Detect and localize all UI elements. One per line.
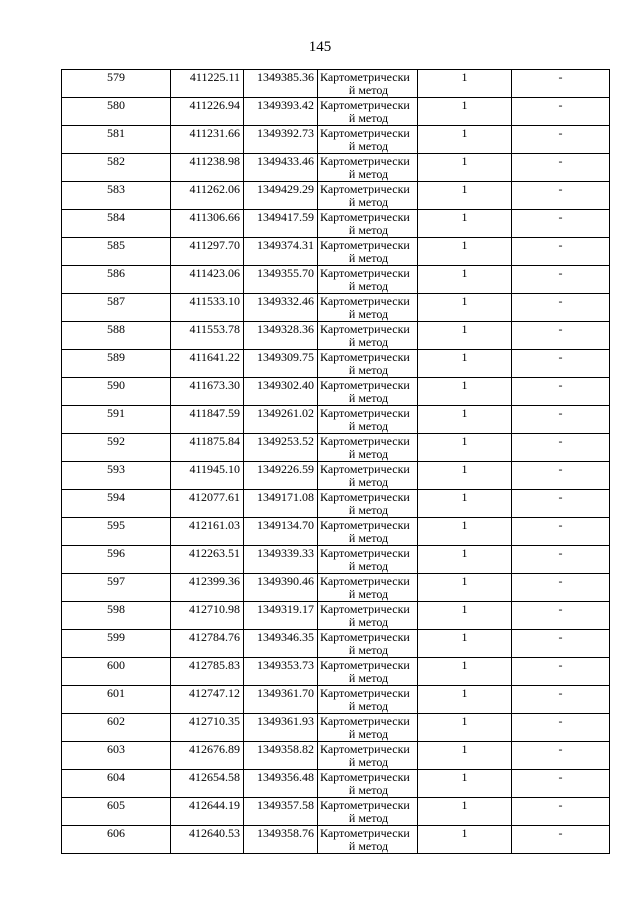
accuracy-cell: 1 xyxy=(418,658,512,686)
point-number-cell: 588 xyxy=(62,322,171,350)
y-coordinate-cell: 1349302.40 xyxy=(244,378,318,406)
description-cell: - xyxy=(512,546,610,574)
y-coordinate-cell: 1349390.46 xyxy=(244,574,318,602)
description-cell: - xyxy=(512,826,610,854)
point-number-cell: 601 xyxy=(62,686,171,714)
method-cell xyxy=(318,406,418,434)
point-number-cell: 580 xyxy=(62,98,171,126)
method-text-line-1: Картометрически xyxy=(320,686,410,700)
x-coordinate-cell: 412785.83 xyxy=(171,658,244,686)
method-text-line-1: Картометрически xyxy=(320,462,410,476)
method-text-line-1: Картометрически xyxy=(320,630,410,644)
accuracy-cell: 1 xyxy=(418,602,512,630)
table-row xyxy=(62,70,610,98)
accuracy-cell: 1 xyxy=(418,126,512,154)
point-number-cell: 597 xyxy=(62,574,171,602)
accuracy-cell: 1 xyxy=(418,350,512,378)
x-coordinate-cell: 412399.36 xyxy=(171,574,244,602)
y-coordinate-cell: 1349261.02 xyxy=(244,406,318,434)
method-text-line-1: Картометрически xyxy=(320,434,410,448)
accuracy-cell: 1 xyxy=(418,378,512,406)
point-number-cell: 596 xyxy=(62,546,171,574)
method-cell xyxy=(318,462,418,490)
table-row xyxy=(62,630,610,658)
point-number-cell: 587 xyxy=(62,294,171,322)
description-cell: - xyxy=(512,378,610,406)
y-coordinate-cell: 1349433.46 xyxy=(244,154,318,182)
method-cell xyxy=(318,266,418,294)
accuracy-cell: 1 xyxy=(418,826,512,854)
method-cell xyxy=(318,546,418,574)
x-coordinate-cell: 411553.78 xyxy=(171,322,244,350)
table-row xyxy=(62,350,610,378)
y-coordinate-cell: 1349358.76 xyxy=(244,826,318,854)
table-row xyxy=(62,770,610,798)
y-coordinate-cell: 1349353.73 xyxy=(244,658,318,686)
description-cell: - xyxy=(512,714,610,742)
table-row xyxy=(62,154,610,182)
method-text-line-1: Картометрически xyxy=(320,126,410,140)
method-text-line-1: Картометрически xyxy=(320,182,410,196)
accuracy-cell: 1 xyxy=(418,70,512,98)
accuracy-cell: 1 xyxy=(418,406,512,434)
table-row xyxy=(62,182,610,210)
description-cell: - xyxy=(512,490,610,518)
method-cell xyxy=(318,574,418,602)
description-cell: - xyxy=(512,154,610,182)
description-cell: - xyxy=(512,210,610,238)
x-coordinate-cell: 412263.51 xyxy=(171,546,244,574)
accuracy-cell: 1 xyxy=(418,182,512,210)
method-text-line-1: Картометрически xyxy=(320,322,410,336)
point-number-cell: 595 xyxy=(62,518,171,546)
x-coordinate-cell: 411673.30 xyxy=(171,378,244,406)
table-row xyxy=(62,658,610,686)
y-coordinate-cell: 1349417.59 xyxy=(244,210,318,238)
y-coordinate-cell: 1349171.08 xyxy=(244,490,318,518)
method-cell xyxy=(318,714,418,742)
description-cell: - xyxy=(512,658,610,686)
method-text-line-2: й метод xyxy=(348,195,389,209)
method-cell xyxy=(318,490,418,518)
point-number-cell: 581 xyxy=(62,126,171,154)
x-coordinate-cell: 411306.66 xyxy=(171,210,244,238)
description-cell: - xyxy=(512,518,610,546)
table-row xyxy=(62,322,610,350)
method-cell xyxy=(318,630,418,658)
accuracy-cell: 1 xyxy=(418,546,512,574)
description-cell: - xyxy=(512,126,610,154)
y-coordinate-cell: 1349374.31 xyxy=(244,238,318,266)
x-coordinate-cell: 412654.58 xyxy=(171,770,244,798)
table-row xyxy=(62,714,610,742)
description-cell: - xyxy=(512,238,610,266)
accuracy-cell: 1 xyxy=(418,798,512,826)
method-text-line-2: й метод xyxy=(348,755,389,769)
method-text-line-2: й метод xyxy=(348,559,389,573)
point-number-cell: 602 xyxy=(62,714,171,742)
method-cell xyxy=(318,98,418,126)
y-coordinate-cell: 1349332.46 xyxy=(244,294,318,322)
y-coordinate-cell: 1349319.17 xyxy=(244,602,318,630)
description-cell: - xyxy=(512,798,610,826)
description-cell: - xyxy=(512,406,610,434)
y-coordinate-cell: 1349385.36 xyxy=(244,70,318,98)
method-text-line-1: Картометрически xyxy=(320,658,410,672)
table-row xyxy=(62,98,610,126)
table-row xyxy=(62,798,610,826)
method-cell xyxy=(318,70,418,98)
method-text-line-2: й метод xyxy=(348,783,389,797)
x-coordinate-cell: 412644.19 xyxy=(171,798,244,826)
point-number-cell: 600 xyxy=(62,658,171,686)
accuracy-cell: 1 xyxy=(418,770,512,798)
y-coordinate-cell: 1349393.42 xyxy=(244,98,318,126)
method-text-line-2: й метод xyxy=(348,83,389,97)
method-cell xyxy=(318,378,418,406)
point-number-cell: 603 xyxy=(62,742,171,770)
method-text-line-1: Картометрически xyxy=(320,406,410,420)
x-coordinate-cell: 411231.66 xyxy=(171,126,244,154)
x-coordinate-cell: 411262.06 xyxy=(171,182,244,210)
x-coordinate-cell: 411238.98 xyxy=(171,154,244,182)
y-coordinate-cell: 1349253.52 xyxy=(244,434,318,462)
description-cell: - xyxy=(512,574,610,602)
method-cell xyxy=(318,126,418,154)
accuracy-cell: 1 xyxy=(418,686,512,714)
table-row xyxy=(62,490,610,518)
y-coordinate-cell: 1349356.48 xyxy=(244,770,318,798)
description-cell: - xyxy=(512,770,610,798)
method-text-line-1: Картометрически xyxy=(320,826,410,840)
method-text-line-2: й метод xyxy=(348,503,389,517)
method-text-line-2: й метод xyxy=(348,699,389,713)
point-number-cell: 586 xyxy=(62,266,171,294)
y-coordinate-cell: 1349357.58 xyxy=(244,798,318,826)
method-text-line-2: й метод xyxy=(348,139,389,153)
method-text-line-1: Картометрически xyxy=(320,378,410,392)
table-row xyxy=(62,462,610,490)
method-text-line-1: Картометрически xyxy=(320,742,410,756)
method-text-line-2: й метод xyxy=(348,811,389,825)
method-text-line-2: й метод xyxy=(348,419,389,433)
description-cell: - xyxy=(512,434,610,462)
point-number-cell: 592 xyxy=(62,434,171,462)
table-row xyxy=(62,518,610,546)
method-cell xyxy=(318,322,418,350)
description-cell: - xyxy=(512,602,610,630)
table-row xyxy=(62,126,610,154)
x-coordinate-cell: 412784.76 xyxy=(171,630,244,658)
y-coordinate-cell: 1349361.70 xyxy=(244,686,318,714)
method-text-line-1: Картометрически xyxy=(320,210,410,224)
x-coordinate-cell: 412710.35 xyxy=(171,714,244,742)
method-text-line-2: й метод xyxy=(348,587,389,601)
method-text-line-2: й метод xyxy=(348,391,389,405)
method-text-line-1: Картометрически xyxy=(320,602,410,616)
method-cell xyxy=(318,602,418,630)
method-cell xyxy=(318,434,418,462)
method-text-line-2: й метод xyxy=(348,279,389,293)
method-text-line-1: Картометрически xyxy=(320,70,410,84)
method-text-line-1: Картометрически xyxy=(320,518,410,532)
y-coordinate-cell: 1349361.93 xyxy=(244,714,318,742)
method-text-line-1: Картометрически xyxy=(320,770,410,784)
method-text-line-2: й метод xyxy=(348,111,389,125)
method-text-line-2: й метод xyxy=(348,643,389,657)
accuracy-cell: 1 xyxy=(418,434,512,462)
y-coordinate-cell: 1349328.36 xyxy=(244,322,318,350)
table-row xyxy=(62,546,610,574)
y-coordinate-cell: 1349392.73 xyxy=(244,126,318,154)
method-cell xyxy=(318,770,418,798)
x-coordinate-cell: 411847.59 xyxy=(171,406,244,434)
accuracy-cell: 1 xyxy=(418,98,512,126)
point-number-cell: 582 xyxy=(62,154,171,182)
coordinates-table xyxy=(61,69,610,854)
y-coordinate-cell: 1349346.35 xyxy=(244,630,318,658)
method-cell xyxy=(318,210,418,238)
method-text-line-2: й метод xyxy=(348,447,389,461)
point-number-cell: 605 xyxy=(62,798,171,826)
x-coordinate-cell: 411945.10 xyxy=(171,462,244,490)
table-row xyxy=(62,434,610,462)
accuracy-cell: 1 xyxy=(418,238,512,266)
method-text-line-2: й метод xyxy=(348,671,389,685)
coordinates-table-body xyxy=(62,70,610,854)
description-cell: - xyxy=(512,350,610,378)
description-cell: - xyxy=(512,70,610,98)
method-text-line-1: Картометрически xyxy=(320,546,410,560)
method-cell xyxy=(318,742,418,770)
y-coordinate-cell: 1349355.70 xyxy=(244,266,318,294)
x-coordinate-cell: 412640.53 xyxy=(171,826,244,854)
accuracy-cell: 1 xyxy=(418,462,512,490)
x-coordinate-cell: 412710.98 xyxy=(171,602,244,630)
x-coordinate-cell: 412676.89 xyxy=(171,742,244,770)
method-text-line-2: й метод xyxy=(348,335,389,349)
x-coordinate-cell: 412747.12 xyxy=(171,686,244,714)
point-number-cell: 591 xyxy=(62,406,171,434)
description-cell: - xyxy=(512,742,610,770)
description-cell: - xyxy=(512,182,610,210)
method-text-line-1: Картометрически xyxy=(320,266,410,280)
point-number-cell: 579 xyxy=(62,70,171,98)
table-row xyxy=(62,742,610,770)
method-cell xyxy=(318,686,418,714)
x-coordinate-cell: 412077.61 xyxy=(171,490,244,518)
point-number-cell: 584 xyxy=(62,210,171,238)
description-cell: - xyxy=(512,322,610,350)
x-coordinate-cell: 411226.94 xyxy=(171,98,244,126)
point-number-cell: 598 xyxy=(62,602,171,630)
table-row xyxy=(62,574,610,602)
method-cell xyxy=(318,294,418,322)
page-number: 145 xyxy=(308,39,332,55)
method-text-line-1: Картометрически xyxy=(320,98,410,112)
table-row xyxy=(62,686,610,714)
method-text-line-1: Картометрически xyxy=(320,490,410,504)
point-number-cell: 585 xyxy=(62,238,171,266)
method-text-line-1: Картометрически xyxy=(320,798,410,812)
method-text-line-2: й метод xyxy=(348,727,389,741)
method-text-line-2: й метод xyxy=(348,475,389,489)
method-text-line-1: Картометрически xyxy=(320,574,410,588)
description-cell: - xyxy=(512,686,610,714)
x-coordinate-cell: 411641.22 xyxy=(171,350,244,378)
method-text-line-2: й метод xyxy=(348,363,389,377)
method-text-line-1: Картометрически xyxy=(320,238,410,252)
method-text-line-1: Картометрически xyxy=(320,714,410,728)
y-coordinate-cell: 1349429.29 xyxy=(244,182,318,210)
description-cell: - xyxy=(512,294,610,322)
y-coordinate-cell: 1349339.33 xyxy=(244,546,318,574)
x-coordinate-cell: 412161.03 xyxy=(171,518,244,546)
table-row xyxy=(62,406,610,434)
point-number-cell: 583 xyxy=(62,182,171,210)
method-cell xyxy=(318,350,418,378)
method-text-line-2: й метод xyxy=(348,251,389,265)
point-number-cell: 590 xyxy=(62,378,171,406)
table-row xyxy=(62,826,610,854)
method-text-line-2: й метод xyxy=(348,615,389,629)
method-text-line-2: й метод xyxy=(348,307,389,321)
x-coordinate-cell: 411875.84 xyxy=(171,434,244,462)
description-cell: - xyxy=(512,98,610,126)
method-cell xyxy=(318,518,418,546)
point-number-cell: 589 xyxy=(62,350,171,378)
method-cell xyxy=(318,182,418,210)
method-cell xyxy=(318,826,418,854)
table-row xyxy=(62,602,610,630)
y-coordinate-cell: 1349134.70 xyxy=(244,518,318,546)
accuracy-cell: 1 xyxy=(418,742,512,770)
accuracy-cell: 1 xyxy=(418,518,512,546)
x-coordinate-cell: 411533.10 xyxy=(171,294,244,322)
y-coordinate-cell: 1349226.59 xyxy=(244,462,318,490)
accuracy-cell: 1 xyxy=(418,630,512,658)
x-coordinate-cell: 411225.11 xyxy=(171,70,244,98)
accuracy-cell: 1 xyxy=(418,294,512,322)
method-cell xyxy=(318,798,418,826)
table-row xyxy=(62,210,610,238)
accuracy-cell: 1 xyxy=(418,210,512,238)
point-number-cell: 604 xyxy=(62,770,171,798)
description-cell: - xyxy=(512,266,610,294)
accuracy-cell: 1 xyxy=(418,574,512,602)
method-text-line-2: й метод xyxy=(348,167,389,181)
y-coordinate-cell: 1349358.82 xyxy=(244,742,318,770)
point-number-cell: 606 xyxy=(62,826,171,854)
method-cell xyxy=(318,238,418,266)
description-cell: - xyxy=(512,630,610,658)
method-text-line-1: Картометрически xyxy=(320,350,410,364)
accuracy-cell: 1 xyxy=(418,490,512,518)
method-text-line-1: Картометрически xyxy=(320,154,410,168)
method-cell xyxy=(318,658,418,686)
x-coordinate-cell: 411297.70 xyxy=(171,238,244,266)
table-row xyxy=(62,378,610,406)
table-row xyxy=(62,238,610,266)
method-cell xyxy=(318,154,418,182)
description-cell: - xyxy=(512,462,610,490)
method-text-line-1: Картометрически xyxy=(320,294,410,308)
method-text-line-2: й метод xyxy=(348,223,389,237)
accuracy-cell: 1 xyxy=(418,266,512,294)
x-coordinate-cell: 411423.06 xyxy=(171,266,244,294)
method-text-line-2: й метод xyxy=(348,839,389,853)
point-number-cell: 599 xyxy=(62,630,171,658)
point-number-cell: 593 xyxy=(62,462,171,490)
method-text-line-2: й метод xyxy=(348,531,389,545)
y-coordinate-cell: 1349309.75 xyxy=(244,350,318,378)
accuracy-cell: 1 xyxy=(418,714,512,742)
point-number-cell: 594 xyxy=(62,490,171,518)
table-row xyxy=(62,294,610,322)
table-row xyxy=(62,266,610,294)
accuracy-cell: 1 xyxy=(418,154,512,182)
accuracy-cell: 1 xyxy=(418,322,512,350)
